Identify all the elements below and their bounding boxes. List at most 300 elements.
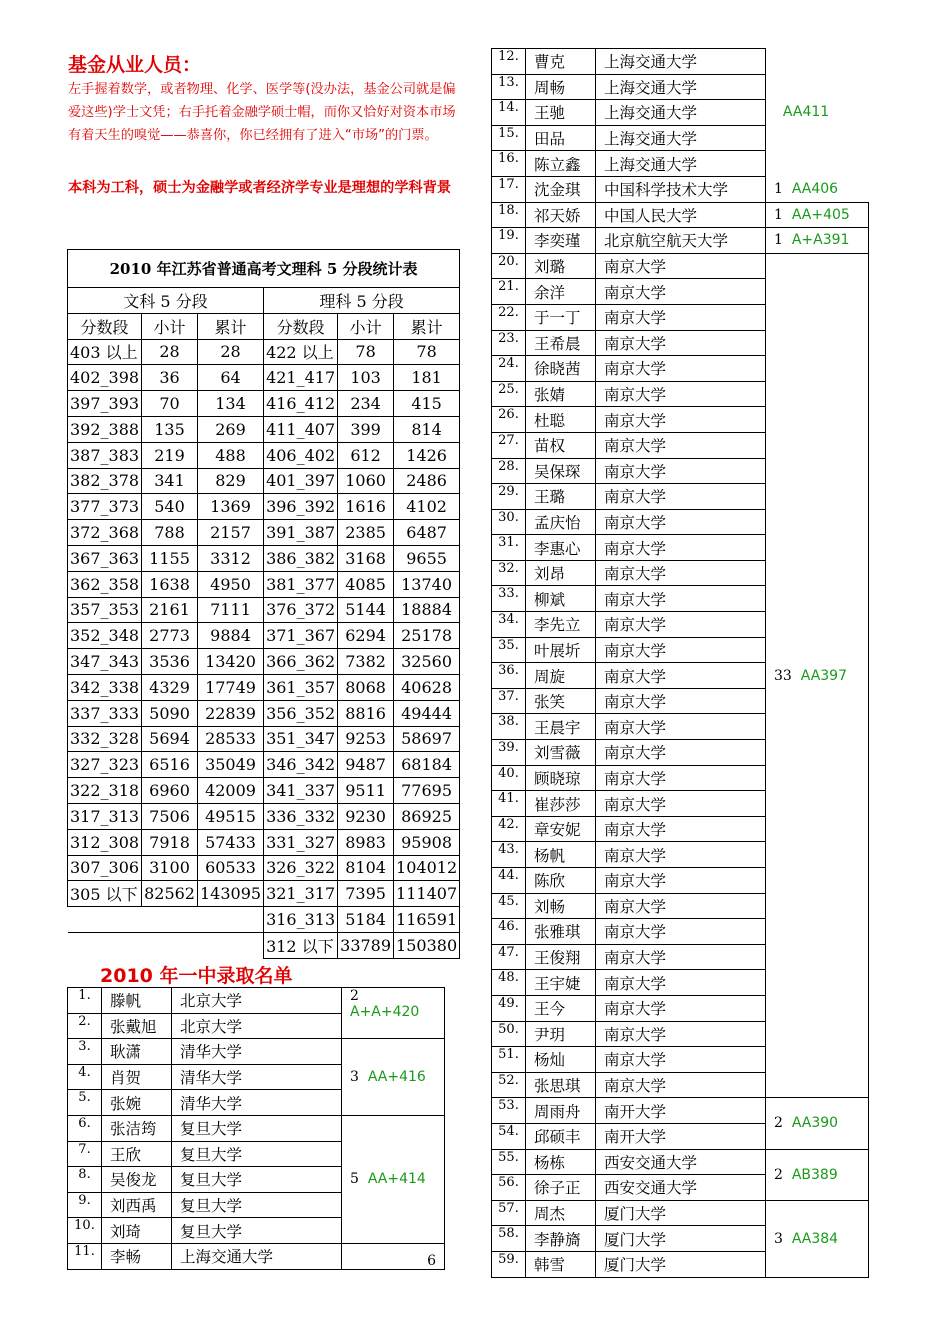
group-summary — [342, 988, 445, 1039]
score-cell: 381_377 — [264, 571, 338, 597]
admission-row — [492, 202, 869, 228]
admit-index: 19. — [492, 228, 526, 254]
score-row — [68, 752, 460, 778]
admission-row — [68, 988, 445, 1014]
university-name: 南京大学 — [596, 740, 766, 766]
admission-heading: 2010 年一中录取名单 — [100, 965, 293, 987]
score-cell: 25178 — [394, 623, 460, 649]
score-cell: 7395 — [338, 881, 394, 907]
score-cell: 392_388 — [68, 416, 142, 442]
score-row — [68, 339, 460, 365]
score-cell: 82562 — [142, 881, 198, 907]
university-name: 南京大学 — [596, 432, 766, 458]
admit-index: 41. — [492, 791, 526, 817]
student-name: 滕帆 — [102, 988, 172, 1014]
score-cell: 6487 — [394, 520, 460, 546]
student-name: 张洁筠 — [102, 1115, 172, 1141]
admit-index: 47. — [492, 944, 526, 970]
wen-header: 文科 5 分段 — [68, 288, 264, 314]
university-name: 中国科学技术大学 — [596, 176, 766, 202]
university-name: 上海交通大学 — [596, 151, 766, 177]
score-cell: 70 — [142, 391, 198, 417]
score-cell: 42009 — [197, 778, 263, 804]
score-cell: 341_337 — [264, 778, 338, 804]
university-name: 南京大学 — [596, 893, 766, 919]
score-cell: 1426 — [394, 442, 460, 468]
student-name: 耿潇 — [102, 1039, 172, 1065]
score-cell: 1638 — [142, 571, 198, 597]
admit-index: 45. — [492, 893, 526, 919]
score-cell: 336_332 — [264, 803, 338, 829]
admit-index: 12. — [492, 49, 526, 75]
score-row — [68, 365, 460, 391]
student-name: 叶展圻 — [526, 637, 596, 663]
score-cell: 5694 — [142, 726, 198, 752]
score-row — [68, 494, 460, 520]
score-cell: 347_343 — [68, 649, 142, 675]
score-row — [68, 468, 460, 494]
score-cell: 2157 — [197, 520, 263, 546]
score-row — [68, 442, 460, 468]
score-cell: 371_367 — [264, 623, 338, 649]
score-cell: 316_313 — [264, 907, 338, 933]
university-name: 南京大学 — [596, 637, 766, 663]
admit-index: 6. — [68, 1115, 102, 1141]
group-code: AA384 — [791, 1230, 839, 1247]
admit-index: 32. — [492, 560, 526, 586]
student-name: 王宇婕 — [526, 970, 596, 996]
score-row — [68, 416, 460, 442]
score-cell: 9511 — [338, 778, 394, 804]
university-name: 南京大学 — [596, 816, 766, 842]
score-cell: 377_373 — [68, 494, 142, 520]
admission-row — [492, 253, 869, 279]
university-name: 南京大学 — [596, 535, 766, 561]
student-name: 王欣 — [102, 1141, 172, 1167]
student-name: 余洋 — [526, 279, 596, 305]
score-cell: 103 — [338, 365, 394, 391]
score-cell: 4102 — [394, 494, 460, 520]
score-cell: 331_327 — [264, 829, 338, 855]
score-cell: 540 — [142, 494, 198, 520]
admit-index: 55. — [492, 1149, 526, 1175]
score-cell: 3536 — [142, 649, 198, 675]
admit-index: 29. — [492, 484, 526, 510]
group-count: 33 — [774, 667, 792, 684]
score-cell: 788 — [142, 520, 198, 546]
admit-index: 30. — [492, 509, 526, 535]
score-cell: 5144 — [338, 597, 394, 623]
score-cell: 4085 — [338, 571, 394, 597]
admit-index: 54. — [492, 1123, 526, 1149]
score-cell: 64 — [197, 365, 263, 391]
university-name: 复旦大学 — [172, 1167, 342, 1193]
score-cell: 357_353 — [68, 597, 142, 623]
university-name: 南京大学 — [596, 612, 766, 638]
admit-index: 48. — [492, 970, 526, 996]
student-name: 王俊翔 — [526, 944, 596, 970]
university-name: 南京大学 — [596, 560, 766, 586]
group-summary — [766, 202, 869, 228]
score-row — [68, 391, 460, 417]
group-code: A+A391 — [791, 232, 850, 249]
score-cell: 341 — [142, 468, 198, 494]
university-name: 南京大学 — [596, 663, 766, 689]
admit-index: 21. — [492, 279, 526, 305]
student-name: 吴俊龙 — [102, 1167, 172, 1193]
group-code: AA+416 — [367, 1069, 426, 1086]
group-code: AA397 — [800, 667, 847, 684]
score-cell: 612 — [338, 442, 394, 468]
student-name: 徐子正 — [526, 1175, 596, 1201]
university-name: 厦门大学 — [596, 1226, 766, 1252]
university-name: 南京大学 — [596, 765, 766, 791]
group-summary — [766, 49, 869, 177]
student-name: 祁天娇 — [526, 202, 596, 228]
score-cell: 7918 — [142, 829, 198, 855]
score-cell: 312 以下 — [264, 932, 338, 958]
university-name: 北京航空航天大学 — [596, 228, 766, 254]
admission-row — [492, 1149, 869, 1175]
score-cell: 1616 — [338, 494, 394, 520]
group-code: AA390 — [791, 1115, 839, 1132]
admission-row — [492, 49, 869, 75]
score-cell: 2773 — [142, 623, 198, 649]
score-cell: 68184 — [394, 752, 460, 778]
admit-index: 2. — [68, 1013, 102, 1039]
score-cell: 78 — [394, 339, 460, 365]
university-name: 南京大学 — [596, 791, 766, 817]
admit-index: 25. — [492, 381, 526, 407]
student-name: 孟庆怡 — [526, 509, 596, 535]
score-cell: 8104 — [338, 855, 394, 881]
score-cell: 13740 — [394, 571, 460, 597]
university-name: 中国人民大学 — [596, 202, 766, 228]
group-count: 6 — [427, 1252, 436, 1269]
university-name: 南京大学 — [596, 970, 766, 996]
group-summary — [342, 1115, 445, 1243]
group-code: AA+405 — [791, 206, 850, 223]
score-cell: 28 — [197, 339, 263, 365]
student-name: 苗权 — [526, 432, 596, 458]
university-name: 南京大学 — [596, 842, 766, 868]
score-cell: 9253 — [338, 726, 394, 752]
score-col-header: 小计 — [142, 313, 198, 339]
score-cell: 5090 — [142, 700, 198, 726]
admission-row — [492, 228, 869, 254]
admit-index: 14. — [492, 100, 526, 126]
admit-index: 16. — [492, 151, 526, 177]
score-cell: 317_313 — [68, 803, 142, 829]
student-name: 杨帆 — [526, 842, 596, 868]
university-name: 复旦大学 — [172, 1141, 342, 1167]
admit-index: 49. — [492, 995, 526, 1021]
score-cell: 8816 — [338, 700, 394, 726]
admit-index: 34. — [492, 612, 526, 638]
admit-index: 22. — [492, 304, 526, 330]
university-name: 北京大学 — [172, 1013, 342, 1039]
admit-index: 31. — [492, 535, 526, 561]
score-cell: 9487 — [338, 752, 394, 778]
student-name: 李静旖 — [526, 1226, 596, 1252]
admit-index: 27. — [492, 432, 526, 458]
student-name: 张雅琪 — [526, 919, 596, 945]
score-row — [68, 597, 460, 623]
student-name: 张思琪 — [526, 1072, 596, 1098]
score-cell: 402_398 — [68, 365, 142, 391]
student-name: 王驰 — [526, 100, 596, 126]
university-name: 上海交通大学 — [172, 1243, 342, 1269]
student-name: 张婉 — [102, 1090, 172, 1116]
university-name: 南京大学 — [596, 304, 766, 330]
group-summary — [766, 253, 869, 1098]
score-cell: 6516 — [142, 752, 198, 778]
admit-index: 26. — [492, 407, 526, 433]
score-cell: 13420 — [197, 649, 263, 675]
score-cell: 312_308 — [68, 829, 142, 855]
group-count: 5 — [350, 1171, 359, 1188]
score-row — [68, 545, 460, 571]
student-name: 李惠心 — [526, 535, 596, 561]
student-name: 于一丁 — [526, 304, 596, 330]
student-name: 王今 — [526, 995, 596, 1021]
group-code: AA411 — [782, 104, 830, 121]
student-name: 周旋 — [526, 663, 596, 689]
admit-index: 3. — [68, 1039, 102, 1065]
university-name: 复旦大学 — [172, 1192, 342, 1218]
score-cell: 351_347 — [264, 726, 338, 752]
group-summary — [342, 1039, 445, 1116]
admit-index: 36. — [492, 663, 526, 689]
student-name: 张笑 — [526, 688, 596, 714]
score-table-title: 2010 年江苏省普通高考文理科 5 分段统计表 — [68, 250, 460, 288]
group-count: 2 — [350, 988, 359, 1004]
group-count: 3 — [350, 1069, 359, 1086]
student-name: 肖贺 — [102, 1064, 172, 1090]
student-name: 周雨舟 — [526, 1098, 596, 1124]
score-cell: 22839 — [197, 700, 263, 726]
group-code: AA406 — [791, 181, 839, 198]
admit-index: 1. — [68, 988, 102, 1014]
admit-index: 52. — [492, 1072, 526, 1098]
student-name: 顾晓琼 — [526, 765, 596, 791]
score-cell: 49515 — [197, 803, 263, 829]
admit-index: 39. — [492, 740, 526, 766]
score-col-header: 分数段 — [68, 313, 142, 339]
student-name: 李先立 — [526, 612, 596, 638]
score-cell: 36 — [142, 365, 198, 391]
score-cell: 269 — [197, 416, 263, 442]
score-cell: 2161 — [142, 597, 198, 623]
university-name: 南京大学 — [596, 330, 766, 356]
student-name: 柳斌 — [526, 586, 596, 612]
student-name: 田品 — [526, 125, 596, 151]
score-cell: 7111 — [197, 597, 263, 623]
admit-index: 8. — [68, 1167, 102, 1193]
score-cell: 332_328 — [68, 726, 142, 752]
student-name: 陈立鑫 — [526, 151, 596, 177]
score-cell: 49444 — [394, 700, 460, 726]
score-cell: 32560 — [394, 649, 460, 675]
student-name: 徐晓茜 — [526, 356, 596, 382]
group-summary — [766, 1098, 869, 1149]
score-row — [68, 649, 460, 675]
score-cell: 376_372 — [264, 597, 338, 623]
score-cell: 181 — [394, 365, 460, 391]
score-cell: 6960 — [142, 778, 198, 804]
university-name: 南京大学 — [596, 714, 766, 740]
score-row — [68, 778, 460, 804]
score-cell: 403 以上 — [68, 339, 142, 365]
university-name: 南京大学 — [596, 407, 766, 433]
admission-row — [68, 1243, 445, 1269]
score-cell: 104012 — [394, 855, 460, 881]
score-cell: 366_362 — [264, 649, 338, 675]
score-cell: 814 — [394, 416, 460, 442]
university-name: 清华大学 — [172, 1090, 342, 1116]
student-name: 王晨宇 — [526, 714, 596, 740]
student-name: 杜聪 — [526, 407, 596, 433]
admission-row — [68, 1115, 445, 1141]
admit-index: 18. — [492, 202, 526, 228]
group-count: 2 — [774, 1115, 783, 1132]
score-cell: 2385 — [338, 520, 394, 546]
score-cell: 3100 — [142, 855, 198, 881]
score-cell: 397_393 — [68, 391, 142, 417]
admit-index: 33. — [492, 586, 526, 612]
admit-index: 59. — [492, 1251, 526, 1277]
group-count: 1 — [774, 206, 783, 223]
score-cell: 9230 — [338, 803, 394, 829]
score-cell: 135 — [142, 416, 198, 442]
student-name: 尹玥 — [526, 1021, 596, 1047]
score-cell: 3312 — [197, 545, 263, 571]
student-name: 王璐 — [526, 484, 596, 510]
admission-row — [492, 176, 869, 202]
university-name: 清华大学 — [172, 1064, 342, 1090]
score-cell: 1060 — [338, 468, 394, 494]
university-name: 南京大学 — [596, 509, 766, 535]
score-cell: 356_352 — [264, 700, 338, 726]
university-name: 上海交通大学 — [596, 49, 766, 75]
group-code: AB389 — [791, 1166, 838, 1183]
score-cell: 1369 — [197, 494, 263, 520]
intro-body: 左手握着数学，或者物理、化学、医学等(没办法，基金公司就是偏爱这些)学士文凭；右手托着金融学硕士帽，而你又恰好对资本市场有着天生的嗅觉——恭喜你，你已经拥有了进入“市场”的门票。 — [68, 82, 456, 143]
score-row — [68, 907, 460, 933]
score-row — [68, 803, 460, 829]
intro-bold-note: 本科为工科，硕士为金融学或者经济学专业是理想的学科背景 — [68, 180, 452, 196]
university-name: 南京大学 — [596, 868, 766, 894]
student-name: 刘畅 — [526, 893, 596, 919]
university-name: 复旦大学 — [172, 1115, 342, 1141]
score-cell: 367_363 — [68, 545, 142, 571]
university-name: 南京大学 — [596, 1021, 766, 1047]
score-cell: 5184 — [338, 907, 394, 933]
score-empty-cell — [68, 932, 264, 958]
score-cell: 372_368 — [68, 520, 142, 546]
score-row — [68, 726, 460, 752]
score-cell: 342_338 — [68, 674, 142, 700]
admit-index: 37. — [492, 688, 526, 714]
score-cell: 2486 — [394, 468, 460, 494]
university-name: 厦门大学 — [596, 1251, 766, 1277]
university-name: 南京大学 — [596, 1072, 766, 1098]
university-name: 南京大学 — [596, 253, 766, 279]
score-cell: 4950 — [197, 571, 263, 597]
score-cell: 391_387 — [264, 520, 338, 546]
score-col-header: 累计 — [394, 313, 460, 339]
student-name: 王希晨 — [526, 330, 596, 356]
university-name: 南京大学 — [596, 484, 766, 510]
admit-index: 15. — [492, 125, 526, 151]
score-row — [68, 700, 460, 726]
admission-row — [492, 1098, 869, 1124]
student-name: 周杰 — [526, 1200, 596, 1226]
score-cell: 399 — [338, 416, 394, 442]
admit-index: 4. — [68, 1064, 102, 1090]
score-cell: 829 — [197, 468, 263, 494]
score-cell: 422 以上 — [264, 339, 338, 365]
university-name: 南京大学 — [596, 381, 766, 407]
score-col-header: 累计 — [197, 313, 263, 339]
score-cell: 40628 — [394, 674, 460, 700]
admit-index: 20. — [492, 253, 526, 279]
admit-index: 43. — [492, 842, 526, 868]
score-cell: 415 — [394, 391, 460, 417]
score-empty-cell — [68, 907, 264, 933]
score-cell: 321_317 — [264, 881, 338, 907]
score-cell: 58697 — [394, 726, 460, 752]
student-name: 张戴旭 — [102, 1013, 172, 1039]
score-row — [68, 674, 460, 700]
score-cell: 406_402 — [264, 442, 338, 468]
score-cell: 18884 — [394, 597, 460, 623]
student-name: 周畅 — [526, 74, 596, 100]
admission-row — [68, 1039, 445, 1065]
score-cell: 8983 — [338, 829, 394, 855]
admit-index: 58. — [492, 1226, 526, 1252]
score-cell: 35049 — [197, 752, 263, 778]
score-distribution-table — [67, 249, 460, 959]
student-name: 刘西禹 — [102, 1192, 172, 1218]
score-cell: 416_412 — [264, 391, 338, 417]
university-name: 上海交通大学 — [596, 74, 766, 100]
group-count: 1 — [774, 181, 783, 198]
university-name: 厦门大学 — [596, 1200, 766, 1226]
university-name: 西安交通大学 — [596, 1149, 766, 1175]
score-cell: 326_322 — [264, 855, 338, 881]
group-count: 3 — [774, 1230, 783, 1247]
university-name: 南京大学 — [596, 586, 766, 612]
score-cell: 234 — [338, 391, 394, 417]
li-header: 理科 5 分段 — [264, 288, 460, 314]
student-name: 韩雪 — [526, 1251, 596, 1277]
student-name: 张婧 — [526, 381, 596, 407]
score-cell: 327_323 — [68, 752, 142, 778]
score-cell: 1155 — [142, 545, 198, 571]
score-col-header: 分数段 — [264, 313, 338, 339]
score-cell: 95908 — [394, 829, 460, 855]
intro-title: 基金从业人员： — [68, 54, 202, 76]
university-name: 北京大学 — [172, 988, 342, 1014]
university-name: 上海交通大学 — [596, 125, 766, 151]
admit-index: 13. — [492, 74, 526, 100]
score-cell: 219 — [142, 442, 198, 468]
group-code: AA+414 — [367, 1171, 426, 1188]
score-cell: 396_392 — [264, 494, 338, 520]
admit-index: 50. — [492, 1021, 526, 1047]
score-cell: 17749 — [197, 674, 263, 700]
